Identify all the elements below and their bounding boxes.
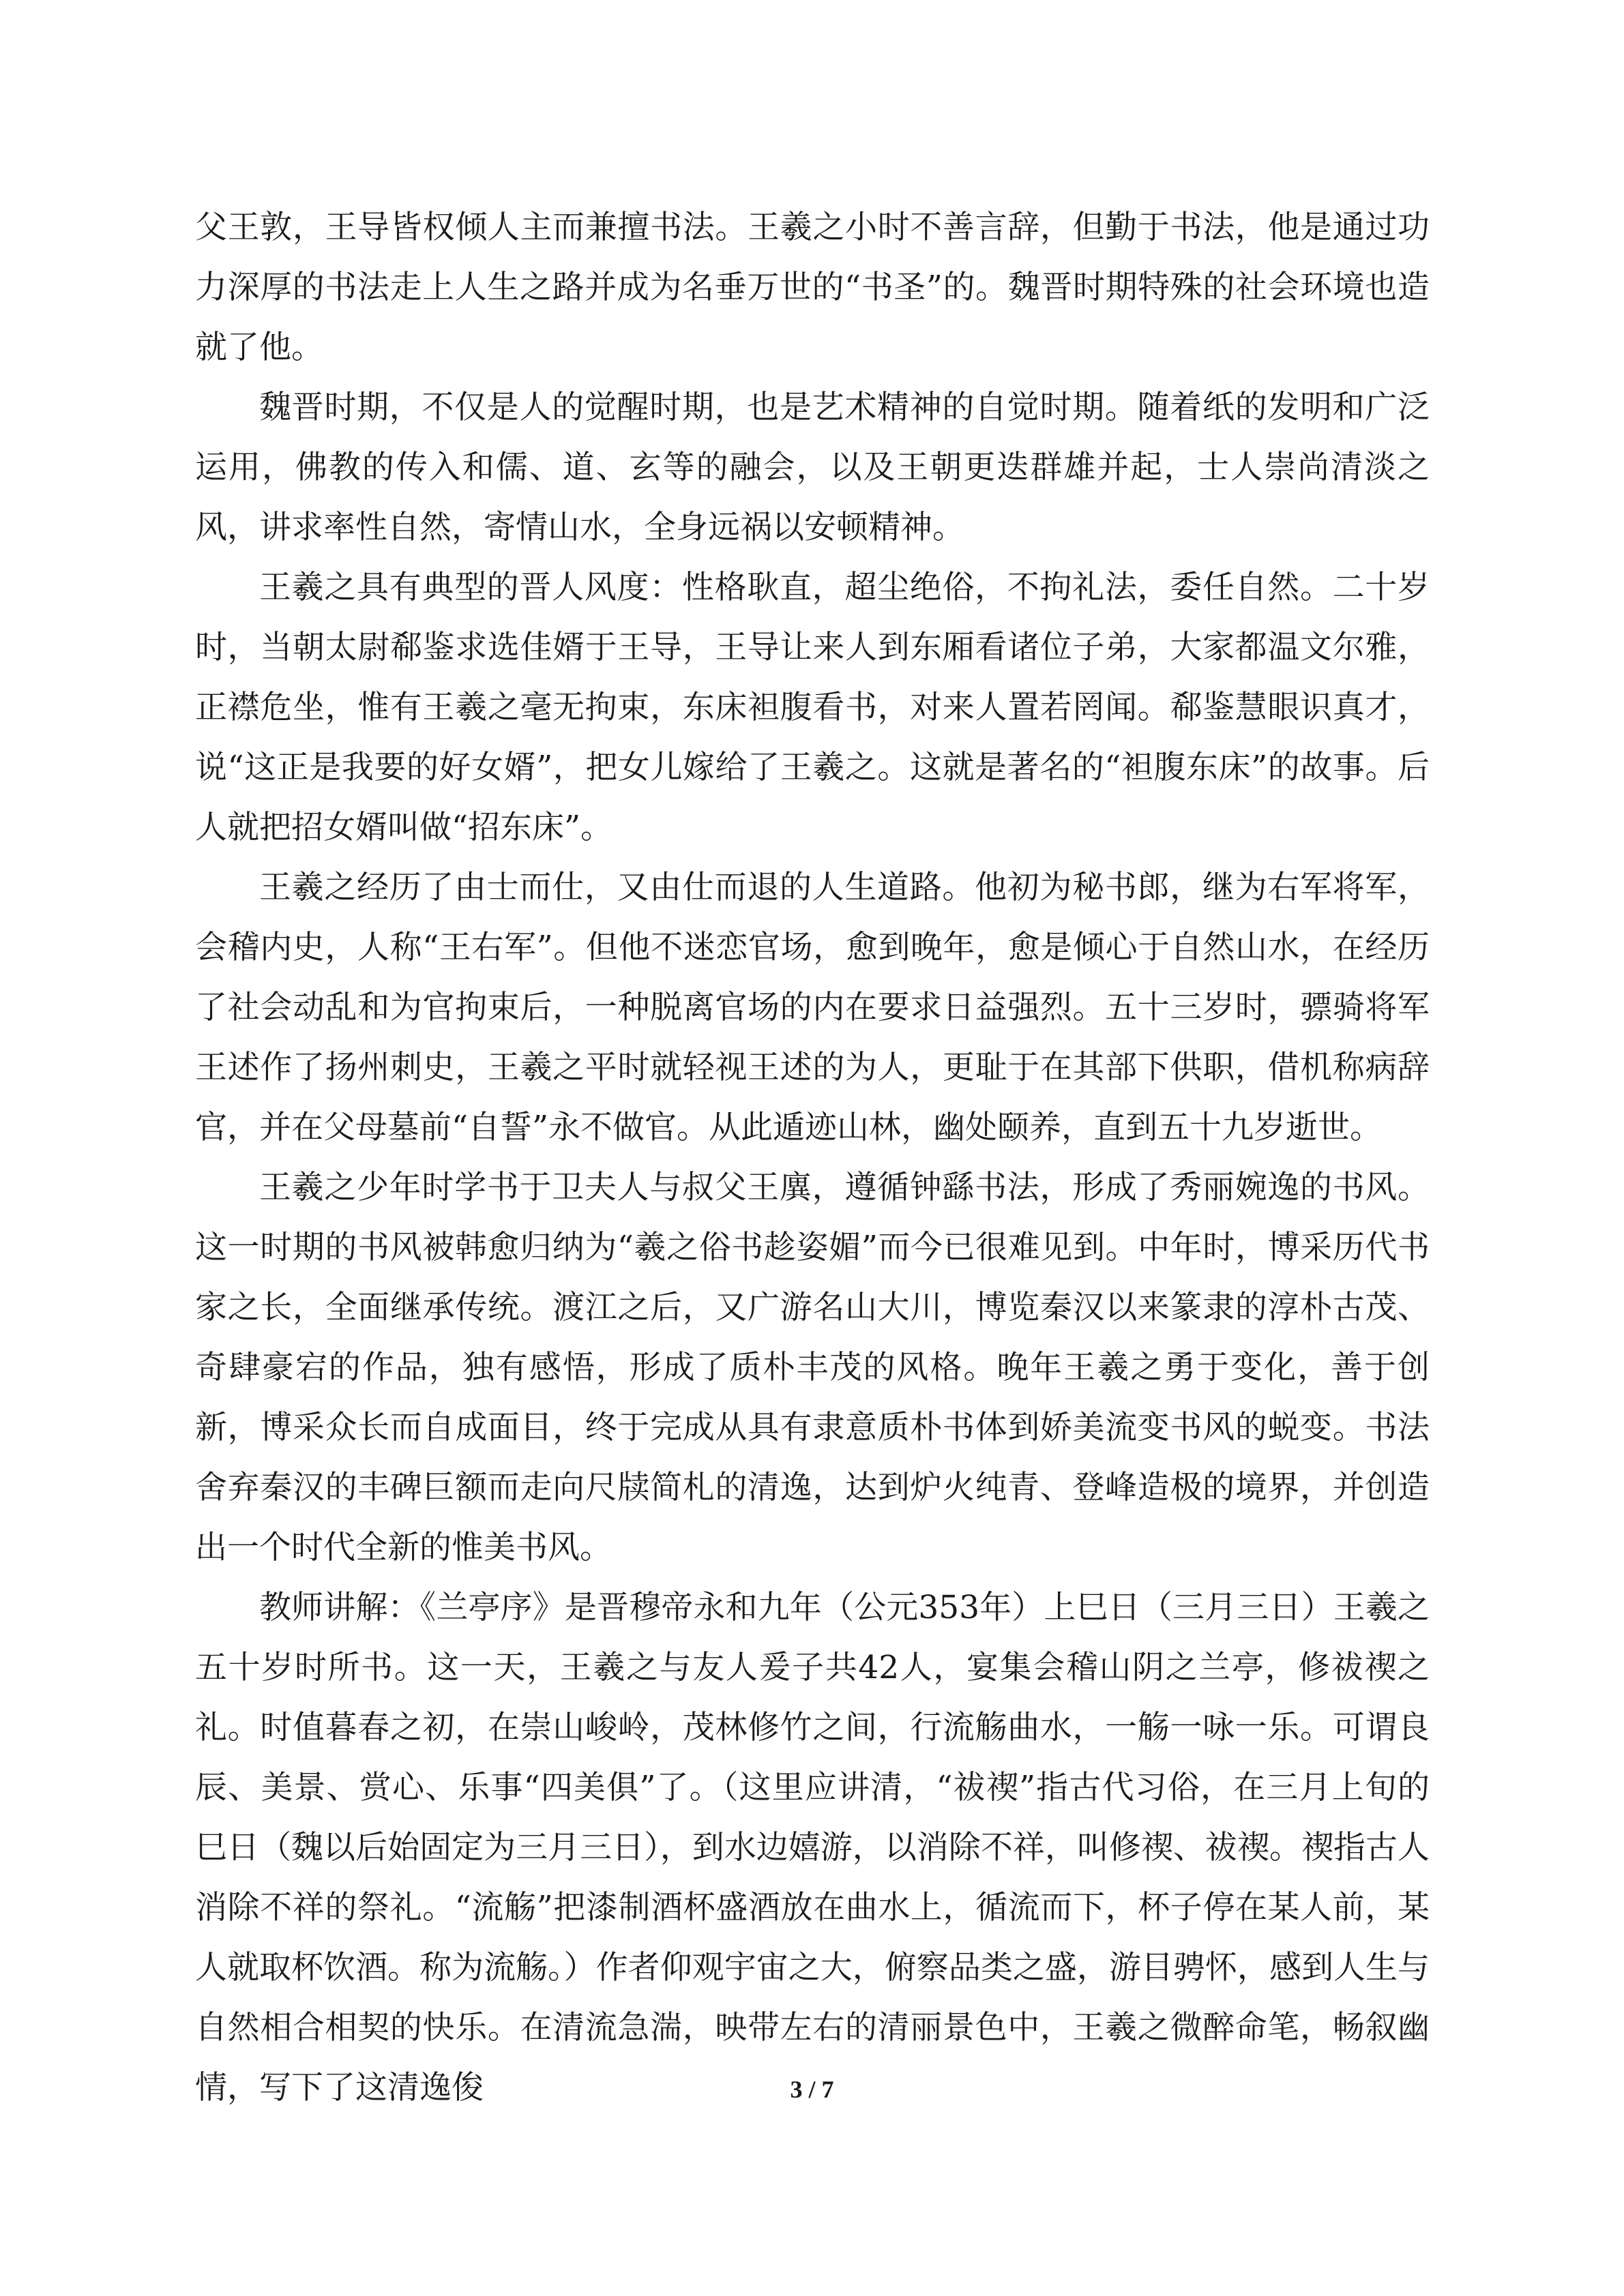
paragraph-calligraphy-style: 王羲之少年时学书于卫夫人与叔父王廙，遵循钟繇书法，形成了秀丽婉逸的书风。这一时期的书风被韩愈归纳为“羲之俗书趁姿媚”而今已很难见到。中年时，博采历代书家之长，全面继承传统。渡江之后，又广游名山大川，博览秦汉以来篆隶的淳朴古茂、奇肆豪宕的作品，独有感悟，形成了质朴丰茂的风格。晚年王羲之勇于变化，善于创新，博采众长而自成面目，终于完成从具有隶意质朴书体到娇美流变书风的蜕变。书法舍弃秦汉的丰碑巨额而走向尺牍简札的清逸，达到炉火纯青、登峰造极的境界，并创造出一个时代全新的惟美书风。 — [195, 1169, 1430, 1566]
paragraph-teacher-explanation: 教师讲解：《兰亭序》是晋穆帝永和九年（公元353年）上巳日（三月三日）王羲之五十岁时所书。这一天，王羲之与友人爰子共42人，宴集会稽山阴之兰亭，修祓禊之礼。时值暮春之初，在崇山峻岭，茂林修竹之间，行流觞曲水，一觞一咏一乐。可谓良辰、美景、赏心、乐事“四美俱”了。（这里应讲清，“祓禊”指古代习俗，在三月上旬的巳日（魏以后始固定为三月三日），到水边嬉游，以消除不祥，叫修禊、祓禊。禊指古人消除不祥的祭礼。“流觞”把漆制酒杯盛酒放在曲水上，循流而下，杯子停在某人前，某人就取杯饮酒。称为流觞。）作者仰观宇宙之大，俯察品类之盛，游目骋怀，感到人生与自然相合相契的快乐。在清流急湍，映带左右的清丽景色中，王羲之微醉命笔，畅叙幽情，写下了这清逸俊 — [195, 1589, 1430, 2106]
paragraph-weijin-era: 魏晋时期，不仅是人的觉醒时期，也是艺术精神的自觉时期。随着纸的发明和广泛运用，佛教的传入和儒、道、玄等的融会，以及王朝更迭群雄并起，士人崇尚清淡之风，讲求率性自然，寄情山水，全身远祸以安顿精神。 — [195, 389, 1430, 546]
page-number: 3 / 7 — [790, 2076, 834, 2103]
paragraph-continuation: 父王敦，王导皆权倾人主而兼擅书法。王羲之小时不善言辞，但勤于书法，他是通过功力深厚的书法走上人生之路并成为名垂万世的“书圣”的。魏晋时期特殊的社会环境也造就了他。 — [195, 209, 1430, 366]
paragraph-jin-demeanor: 王羲之具有典型的晋人风度：性格耿直，超尘绝俗，不拘礼法，委任自然。二十岁时，当朝太尉郗鉴求选佳婿于王导，王导让来人到东厢看诸位子弟，大家都温文尔雅，正襟危坐，惟有王羲之毫无拘束，东床袒腹看书，对来人置若罔闻。郗鉴慧眼识真才，说“这正是我要的好女婿”，把女儿嫁给了王羲之。这就是著名的“袒腹东床”的故事。后人就把招女婿叫做“招东床”。 — [195, 569, 1430, 846]
document-body — [195, 198, 1430, 2118]
paragraph-career: 王羲之经历了由士而仕，又由仕而退的人生道路。他初为秘书郎，继为右军将军，会稽内史，人称“王右军”。但他不迷恋官场，愈到晚年，愈是倾心于自然山水，在经历了社会动乱和为官拘束后，一种脱离官场的内在要求日益强烈。五十三岁时，骠骑将军王述作了扬州刺史，王羲之平时就轻视王述的为人，更耻于在其部下供职，借机称病辞官，并在父母墓前“自誓”永不做官。从此遁迹山林，幽处颐养，直到五十九岁逝世。 — [195, 869, 1430, 1146]
